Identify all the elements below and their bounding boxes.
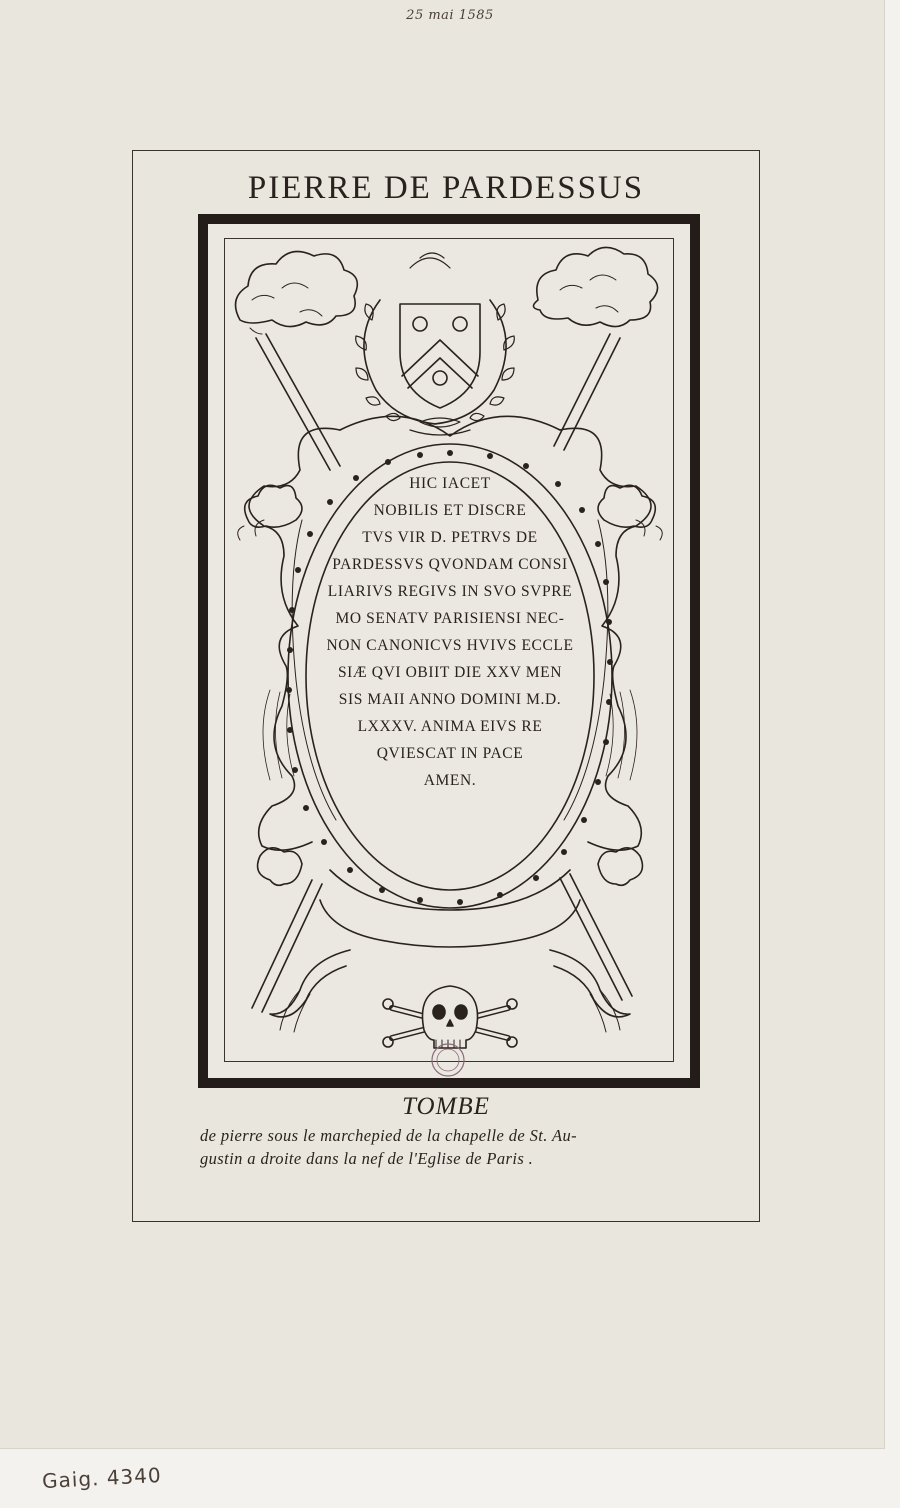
- epitaph-line: NOBILIS ET DISCRE: [373, 502, 527, 519]
- coat-of-arms: [356, 253, 515, 435]
- epitaph-line: HIC IACET: [409, 475, 491, 492]
- epitaph-line: QVIESCAT IN PACE: [376, 745, 524, 762]
- epitaph-line: MO SENATV PARISIENSI NEC-: [335, 610, 565, 627]
- acanthus-left-top: [238, 485, 302, 540]
- plate-title: PIERRE DE PARDESSUS: [247, 170, 645, 206]
- epitaph-line: NON CANONICVS HVIVS ECCLE: [326, 637, 574, 654]
- epitaph-line: SIÆ QVI OBIIT DIE XXV MEN: [337, 664, 563, 681]
- acanthus-left-bottom: [258, 848, 302, 886]
- acanthus-right-top: [598, 485, 662, 540]
- smoke-cloud-right: [533, 247, 657, 326]
- epitaph-line: AMEN.: [423, 772, 477, 789]
- caption-description: [200, 1124, 700, 1170]
- epitaph-line: SIS MAII ANNO DOMINI M.D.: [338, 691, 562, 708]
- epitaph-line: LXXXV. ANIMA EIVS RE: [357, 718, 543, 735]
- shelfmark-annotation: Gaig. 4340: [41, 1462, 163, 1494]
- caption-title: TOMBE: [402, 1093, 490, 1120]
- epitaph-inscription: [300, 470, 600, 794]
- caption-line: gustin a droite dans la nef de l'Eglise de Paris .: [200, 1149, 534, 1168]
- date-annotation: 25 mai 1585: [406, 8, 494, 23]
- epitaph-line: LIARIVS REGIVS IN SVO SVPRE: [327, 583, 573, 600]
- smoke-cloud-left: [236, 252, 358, 335]
- skull-and-crossbones: [383, 986, 517, 1048]
- epitaph-line: PARDESSVS QVONDAM CONSI: [332, 556, 568, 573]
- acanthus-right-bottom: [598, 848, 642, 886]
- caption-line: de pierre sous le marchepied de la chapelle de St. Au-: [200, 1126, 578, 1145]
- epitaph-line: TVS VIR D. PETRVS DE: [362, 529, 538, 546]
- library-stamp: [432, 1044, 464, 1076]
- ribbon-left: [270, 950, 350, 1032]
